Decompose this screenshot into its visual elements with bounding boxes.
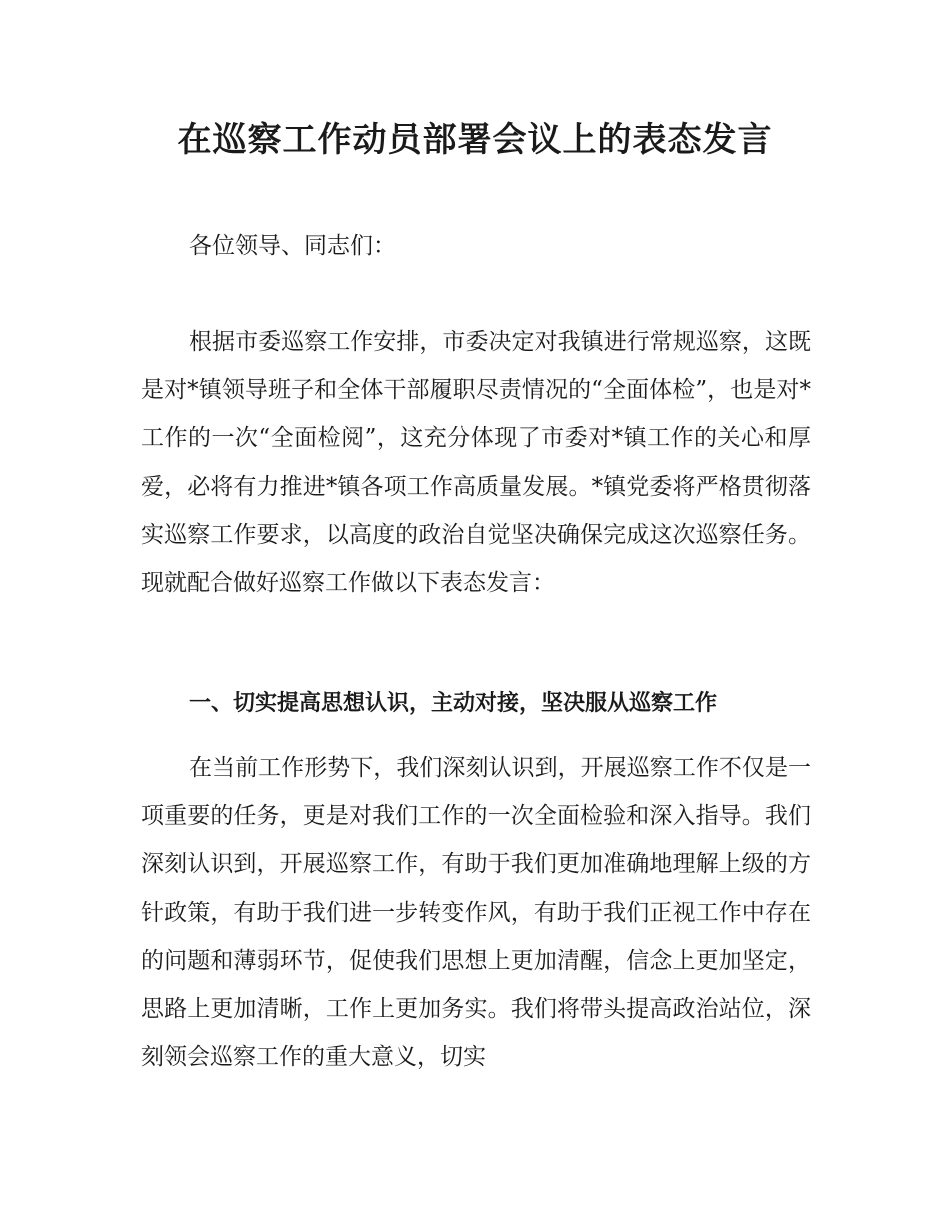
section-heading-1: 一、切实提高思想认识，主动对接，坚决服从巡察工作 (189, 691, 718, 716)
paragraph-intro: 根据市委巡察工作安排，市委决定对我镇进行常规巡察，这既是对*镇领导班子和全体干部履职尽责情况的“全面体检”，也是对*工作的一次“全面检阅”，这充分体现了市委对*镇工作的关心和厚爱，必将有力推进*镇各项工作高质量发展。*镇党委将严格贯彻落实巡察工作要求，以高度的政治自觉坚决确保完成这次巡察任务。现就配合做好巡察工作做以下表态发言： (141, 329, 811, 597)
paragraph-section-1: 在当前工作形势下，我们深刻认识到，开展巡察工作不仅是一项重要的任务，更是对我们工作的一次全面检验和深入指导。我们深刻认识到，开展巡察工作，有助于我们更加准确地理解上级的方针政策，有助于我们进一步转变作风，有助于我们正视工作中存在的问题和薄弱环节，促使我们思想上更加清醒，信念上更加坚定，思路上更加清晰，工作上更加务实。我们将带头提高政治站位，深刻领会巡察工作的重大意义，切实 (141, 755, 811, 1071)
document-title: 在巡察工作动员部署会议上的表态发言 (177, 120, 773, 160)
greeting: 各位领导、同志们： (189, 233, 396, 259)
